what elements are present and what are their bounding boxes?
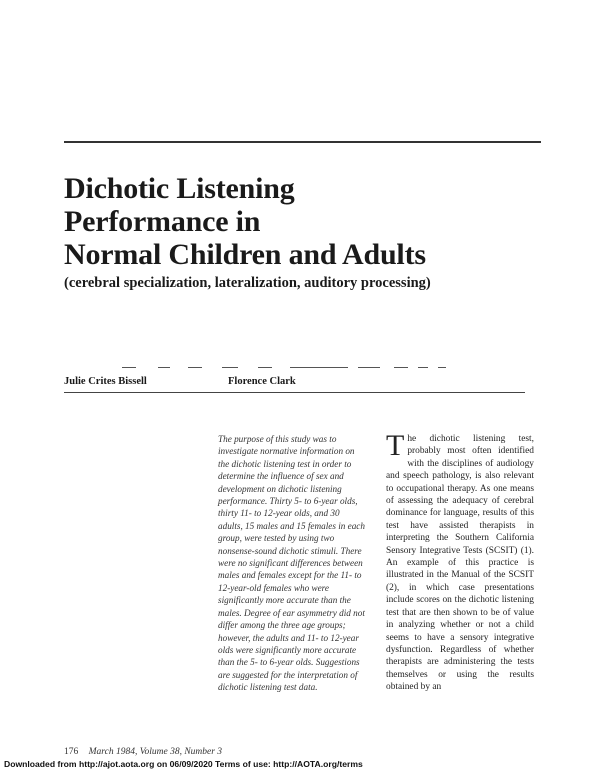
drop-cap: T xyxy=(386,429,405,462)
author-rule xyxy=(64,392,525,393)
author-1: Julie Crites Bissell xyxy=(64,376,147,387)
title-line-1: Dichotic Listening xyxy=(64,172,295,205)
dashed-divider xyxy=(122,367,527,369)
download-notice: Downloaded from http://ajot.aota.org on 06/09/2020 Terms of use: http://AOTA.org/terms xyxy=(4,759,363,769)
abstract-text: The purpose of this study was to investigate normative information on the dichotic listening test in order to determine the influence of sex and development on dichotic listening performance. Thirty 5- to 6-year olds, thirty 11- to 12-year olds, and 30 adults, 15 males and 15 females in each group, were tested by using two nonsense-sound dichotic stimuli. There were no significant differences between males and females except for the 11- to 12-year-old females who were significantly more accurate than the males. Degree of ear asymmetry did not differ among the three age groups; however, the adults and 11- to 12-year olds were significantly more accurate than the 5- to 6-year olds. Suggestions are suggested for the interpretation of dichotic listening test data. xyxy=(218,434,365,693)
page-number: 176 xyxy=(64,747,79,757)
journal-issue: March 1984, Volume 38, Number 3 xyxy=(88,747,223,757)
top-rule xyxy=(64,141,541,143)
title-line-3: Normal Children and Adults xyxy=(64,238,426,271)
body-paragraph: he dichotic listening test, probably most often identified with the disciplines of audiology and speech pathology, is also relevant to occupational therapy. As one means of assessing the adequacy of cerebral dominance for language, results of this test have assisted therapists in interpreting the Southern California Sensory Integrative Tests (SCSIT) (1). An example of this practice is illustrated in the Manual of the SCSIT (2), in which case presentations include scores on the dichotic listening test that are then shown to be of value in analyzing whether or not a child seems to have a sensory integrative dysfunction. Regardless of whether therapists are administering the tests themselves or using the results obtained by an xyxy=(386,434,534,693)
page-footer xyxy=(64,747,222,757)
author-2: Florence Clark xyxy=(228,376,296,387)
title-line-2: Performance in xyxy=(64,205,261,238)
article-subtitle: (cerebral specialization, lateralization, auditory processing) xyxy=(64,275,431,291)
body-column xyxy=(386,429,534,694)
article-title xyxy=(64,172,534,271)
